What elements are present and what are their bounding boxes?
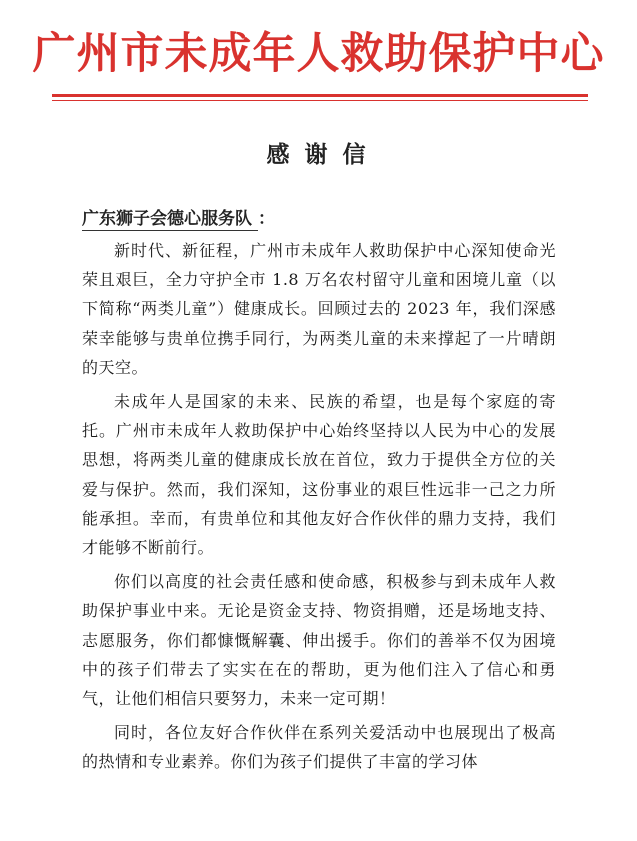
salutation: [82, 204, 275, 234]
salutation-recipient: 广东狮子会德心服务队: [82, 209, 258, 231]
salutation-colon: ：: [258, 209, 275, 229]
letterhead-rule-thick: [52, 94, 588, 97]
body-paragraph: 新时代、新征程，广州市未成年人救助保护中心深知使命光荣且艰巨，全力守护全市 1.8 万名农村留守儿童和困境儿童（以下简称“两类儿童”）健康成长。回顾过去的 2023 年，我们深感荣幸能够与贵单位携手同行，为两类儿童的未来撑起了一片晴朗的天空。: [82, 241, 556, 377]
letterhead-rule-thin: [52, 100, 588, 101]
body-paragraph: 你们以高度的社会责任感和使命感，积极参与到未成年人救助保护事业中来。无论是资金支持、物资捐赠，还是场地支持、志愿服务，你们都慷慨解囊、伸出援手。你们的善举不仅为困境中的孩子们带去了实实在在的帮助，更为他们注入了信心和勇气，让他们相信只要努力，未来一定可期！: [82, 572, 556, 709]
letterhead-organization: 广州市未成年人救助保护中心: [32, 29, 605, 79]
body-paragraph: 未成年人是国家的未来、民族的希望，也是每个家庭的寄托。广州市未成年人救助保护中心始终坚持以人民为中心的发展思想，将两类儿童的健康成长放在首位，致力于提供全方位的关爱与保护。然而，我们深知，这份事业的艰巨性远非一己之力所能承担。幸而，有贵单位和其他友好合作伙伴的鼎力支持，我们才能够不断前行。: [82, 392, 556, 558]
body-paragraph: 同时，各位友好合作伙伴在系列关爱活动中也展现出了极高的热情和专业素养。你们为孩子们提供了丰富的学习体: [82, 723, 556, 772]
letter-body: [82, 236, 556, 782]
letter-title: 感谢信: [266, 142, 381, 168]
